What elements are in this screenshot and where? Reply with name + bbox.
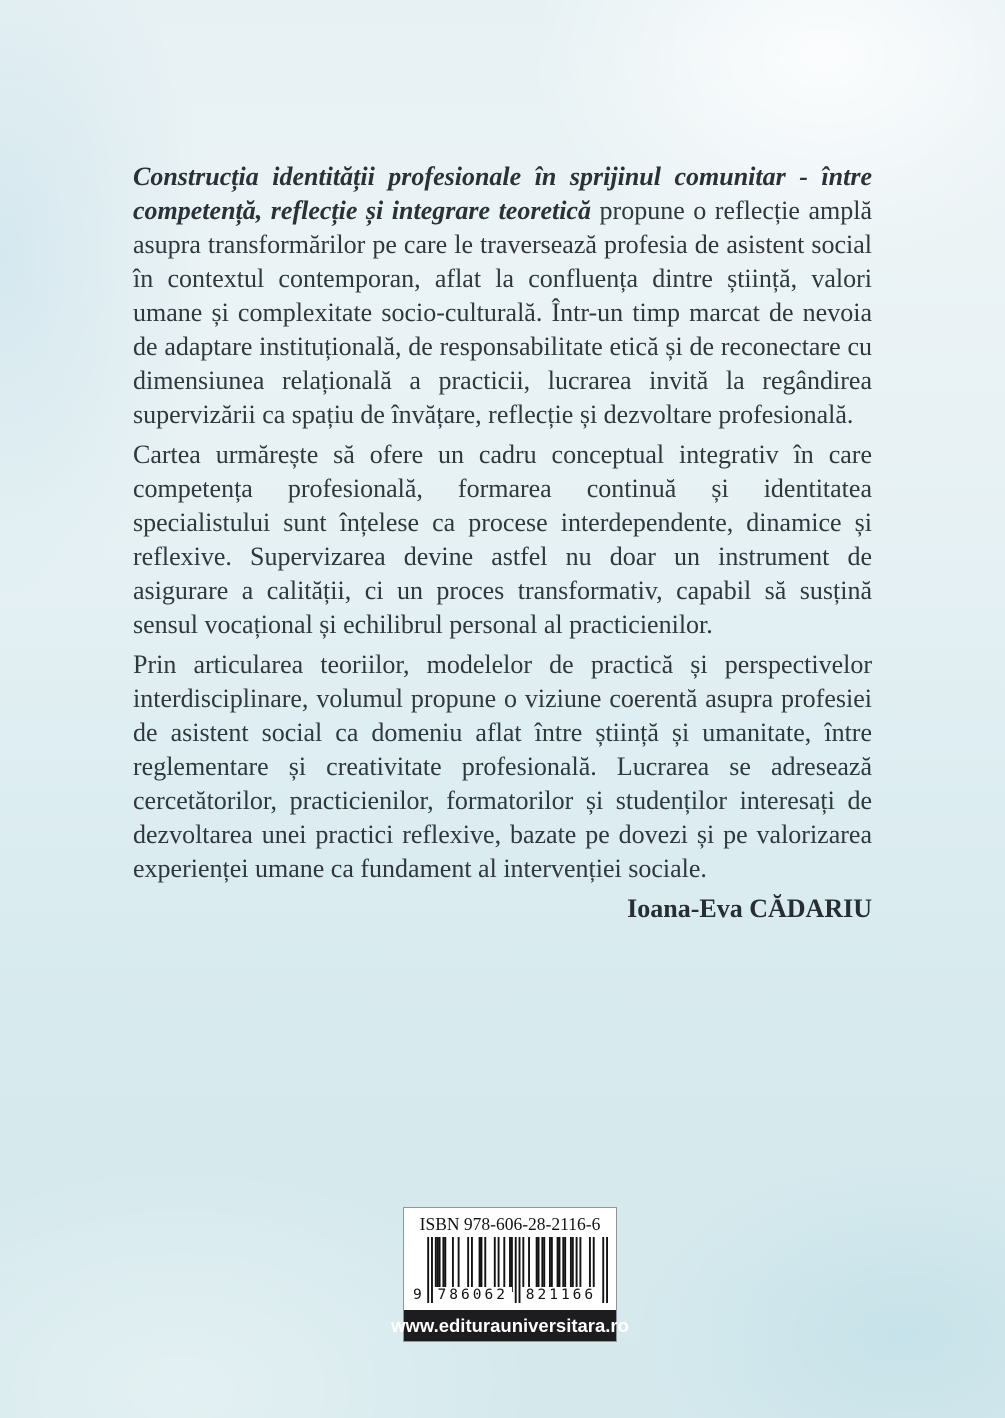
book-title-lead: Construcția identității profesionale în sprijinul comunitar - între competență, reflecție și integrare teoretică (133, 162, 872, 225)
barcode-panel (404, 1208, 616, 1310)
back-cover-blurb (133, 160, 872, 926)
barcode-digits-right-group: 821166 (522, 1287, 600, 1304)
barcode-digits (412, 1287, 608, 1304)
publisher-website-bar (391, 1310, 629, 1341)
blurb-paragraph-3: Prin articularea teoriilor, modelelor de practică și perspectivelor interdisciplinare, volumul propune o viziune coerentă asupra profesiei de asistent social ca domeniu aflat între știință și umanitate, între reglementare și creativitate profesională. Lucrarea se adresează cercetătorilor, practicienilor, formatorilor și studenților interesați de dezvoltarea unei practici reflexive, bazate pe dovezi și pe valorizarea experienței umane ca fundament al intervenției sociale. (133, 650, 872, 883)
blurb-paragraph-1 (133, 160, 872, 432)
blurb-paragraph-2: Cartea urmărește să ofere un cadru conceptual integrativ în care competența profesională, formarea continuă și identitatea specialistului sunt înțelese ca procese interdependente, dinamice și reflexive. Supervizarea devine astfel nu doar un instrument de asigurare a calității, ci un proces transformativ, capabil să susțină sensul vocațional și echilibrul personal al practicienilor. (133, 440, 872, 639)
publisher-website-text: www.editurauniversitara.ro (391, 1314, 629, 1336)
author-name: Ioana-Eva CĂDARIU (627, 894, 872, 923)
barcode-digits-left-group: 786062 (434, 1287, 512, 1304)
barcode-bars-area (412, 1237, 608, 1303)
barcode-digit-first: 9 (412, 1287, 425, 1303)
blurb-paragraph-1-text: propune o reflecție amplă asupra transformărilor pe care le traversează profesia de asistent social în contextul contemporan, aflat la confluența dintre știință, valori umane și complexitate socio-culturală. Într-un timp marcat de nevoia de adaptare instituțională, de responsabilitate etică și de reconectare cu dimensiunea relațională a practicii, lucrarea invită la regândirea supervizării ca spațiu de învățare, reflecție și dezvoltare profesională. (133, 196, 873, 429)
isbn-barcode-block (391, 1207, 629, 1342)
isbn-label: ISBN 978-606-28-2116-6 (419, 1214, 601, 1234)
